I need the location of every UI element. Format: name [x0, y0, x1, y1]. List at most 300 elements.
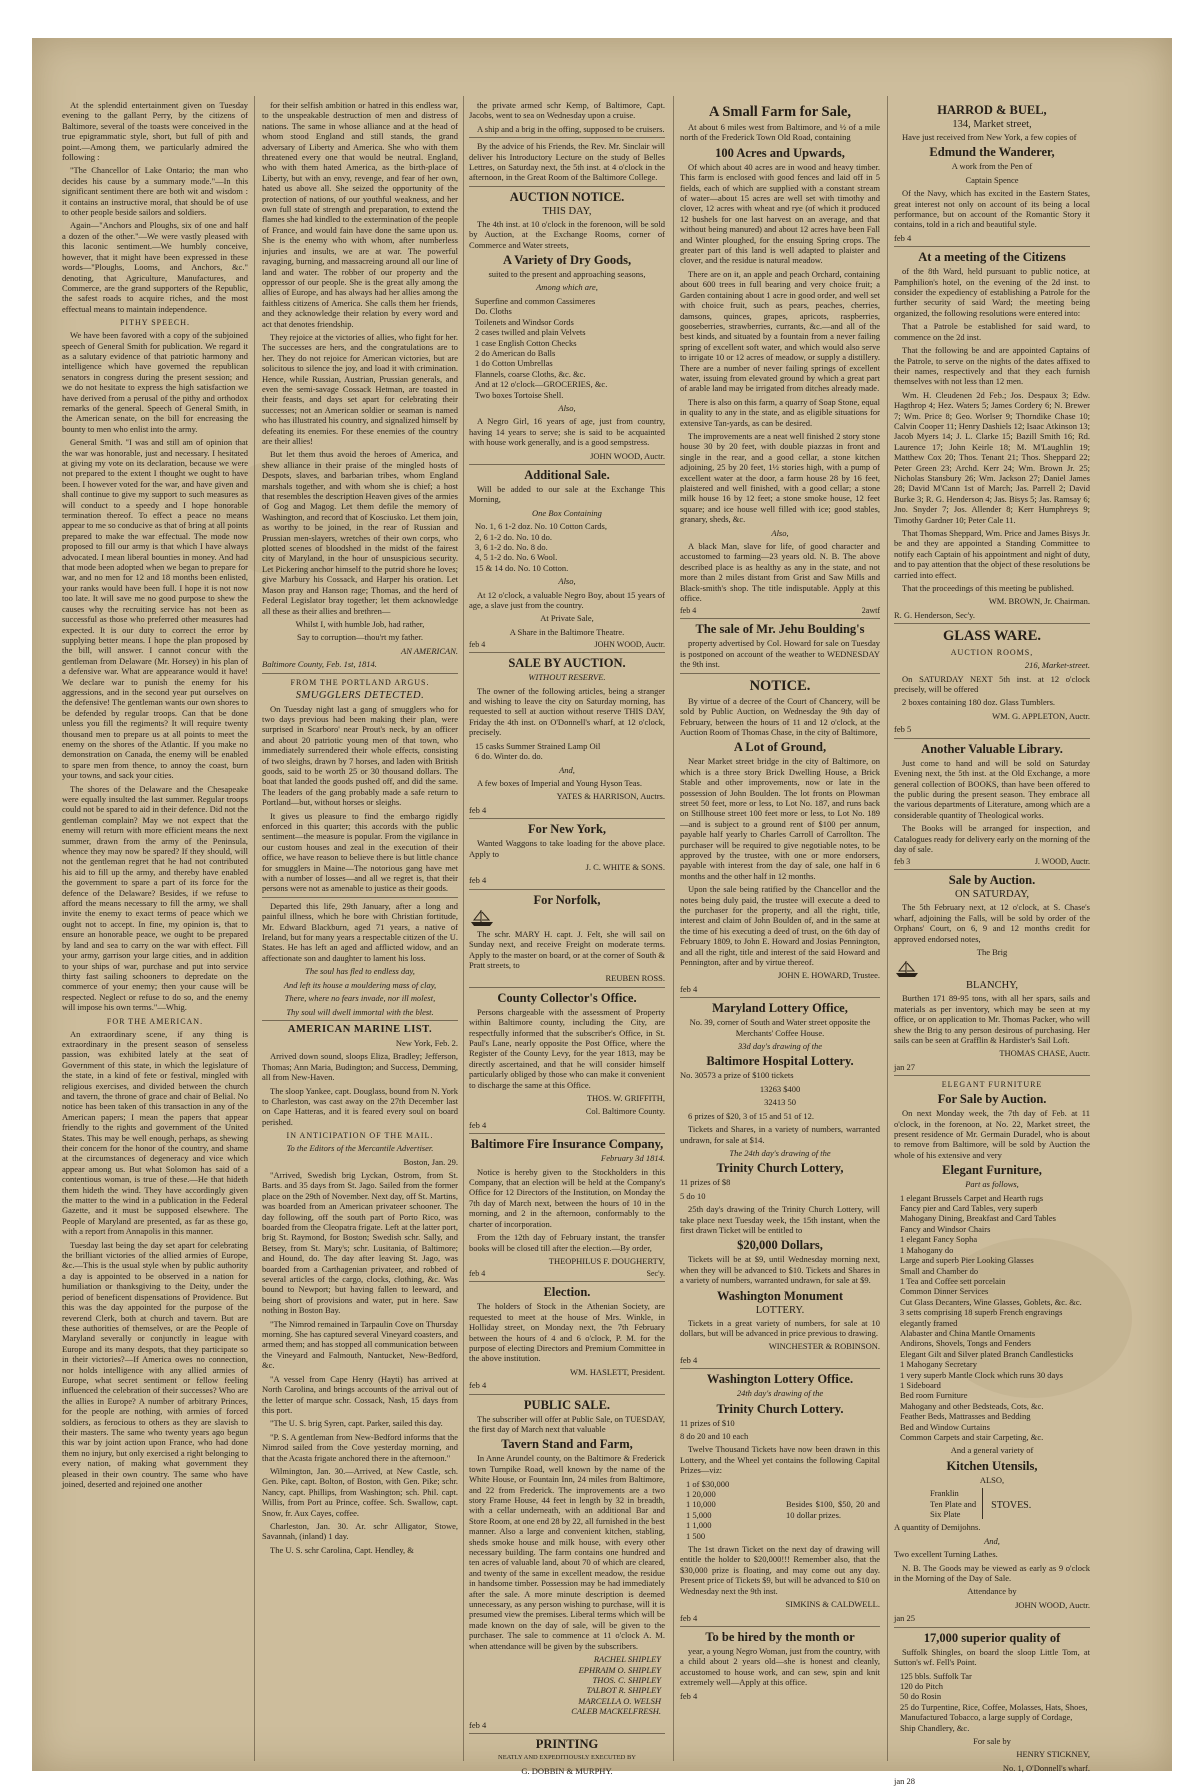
ad-signature: HENRY STICKNEY, [1016, 1749, 1090, 1760]
section-heading: PITHY SPEECH. [119, 318, 191, 328]
list-item: Feather Beds, Mattrasses and Bedding [900, 1411, 1031, 1422]
list-item: 15 & 14 do. No. 10 Cotton. [475, 562, 569, 573]
ad-body: Persons chargeable with the assessment of Property within Baltimore county, including the City, are respectfully informed that the subscriber's Office, in St. Paul's Lane, nearly opposite the Post Office, where the Register of the County Levy, for the year 1813, may be directly ascertained, and that he will consider himself particularly obliged by those who can make it convenient to discharge the same at this Office. [469, 1006, 665, 1090]
ad-body: The owner of the following articles, being a stranger and wishing to leave the city on Saturday morning, has requested to sell at auction without reserve THIS DAY, Friday the 4th inst. on O'Donnell's wharf, at 12 o'clock, precisely. [469, 685, 665, 738]
ad-signature: J. WOOD, Auctr. [1034, 857, 1090, 867]
ad-body: 2 boxes containing 180 doz. Glass Tumblers. [902, 697, 1055, 708]
signatories-list [469, 1654, 665, 1716]
article-paragraph: But let them thus avoid the heroes of America, and shew alliance in their praise of the mingled hosts of Despots, slaves, and barbarian tribes, whom England marshals together, and with whom she is chief; a host that resembles the description Heaven gives of the armies of Gog and Magog. Let them defile the memory of Washington, and record that of Kosciusko. Let them join, as worthy to be joined, in the rear of Russian and Prussian men-slayers, wretches of their own corps, who plotted scenes of bloodshed in the midst of the fairest city of Maryland, in the hour of unsuspicious security. Let Pickering anchor himself to the putrid shore he loves; give Marbury his Cossack, and Harper his oration. Let Mason pray and Hanson rage; Thomas, and the herd of Federal Legislator bray together; let them acknowledge all these as their allies and brethren— [262, 449, 458, 616]
american-article: An extraordinary scene, if any thing is extraordinary in the present season of senseless passion, was exhibited lately at the seat of Government of this state, in which the legislature of the state, in a kind of fete or festival, mingled with religious exercises, and divided between the church and tavern, the throne of grace and chair of Belial. No notice has been taken of this transaction in any of the American papers; I mean the papers that appear friendly to the rights and government of the United States. This may be well enough, perhaps, as shewing their concern for the honor of the country, and shame at the circumstances of degeneracy and vice which appear among us. But what Solomon has said of a contentious woman, is true of these.—He that hideth them hideth the wind. They have accordingly given the matter to the wind in a publication in the Federal Gazette, and it must be supposed elsewhere. The People of Maryland are presented, as far as these go, with a report from Annapolis in this manner. [62, 1028, 248, 1237]
divider [262, 673, 458, 674]
ad-signature: No. 1, O'Donnell's wharf. [1002, 1762, 1090, 1773]
ad-title: Election. [543, 1285, 591, 1300]
ad-body: of the 8th Ward, held pursuant to public notice, at Pamphilion's hotel, on the evening of the 2d inst. to consider the expediency of establishing a Patrole for the further security of said Ward; the meeting being organized, the following resolutions were entered into: [894, 266, 1090, 318]
list-item: Cut Glass Decanters, Wine Glasses, Goblets, &c. &c. [900, 1296, 1082, 1307]
ad-body: year, a young Negro Woman, just from the country, with a child about 2 years old—she is honest and cleanly, accustomed to house work, and can sew, spin and knit extremely well—Apply at this office. [680, 1645, 880, 1688]
divider [469, 889, 665, 890]
dateline: New York, Feb. 2. [395, 1037, 458, 1048]
obituary: Departed this life, 29th January, after a long and painful illness, which he bore with Christian fortitude, Mr. Edward Blackburn, aged 71 years, a native of Ireland, but for many years a respectable citizen of the U. States. He has left an aged and afflicted widow, and an affectionate son and daughter to lament his loss. [262, 900, 458, 963]
pithy-intro: We have been favored with a copy of the subjoined speech of General Smith for publication. We regard it as a salutary evidence of that patriotic harmony and intelligence which have governed the republican senators in congress during the present session; and we do not hesitate to express the high satisfaction we have derived from a perusal of the pithy and orthodox remarks of the general. Speech of General Smith, in the American senate, on the bill for encreasing the bounty to men who enlist into the army. [62, 330, 248, 434]
ad-body: A few boxes of Imperial and Young Hyson Teas. [477, 777, 642, 788]
toast-paragraph: "The Chancellor of Lake Ontario; the man who decides his cause by a summary mode."—In this significant sentiment there are both wit and wisdom : it contains an instructive moral, that should be of use to other people beside sailors and soldiers. [62, 165, 248, 218]
ad-title: For Sale by Auction. [937, 1092, 1047, 1107]
ad-body: The 24th day's drawing of the [729, 1147, 831, 1158]
ad-body: That the proceedings of this meeting be published. [902, 583, 1074, 594]
ad-title: Washington Monument [716, 1288, 844, 1303]
ad-date: feb 4 [469, 1119, 487, 1130]
ad-body: Part as follows, [965, 1179, 1019, 1190]
list-item: Alabaster and China Mantle Ornaments [900, 1327, 1036, 1338]
list-item: Flannels, coarse Cloths, &c. &c. [475, 368, 586, 379]
ad-signature: JOHN WOOD, Auctr. [594, 640, 665, 650]
ad-body: ALSO, [979, 1474, 1005, 1485]
ad-body: Two excellent Turning Lathes. [894, 1549, 998, 1560]
ad-heading: ELEGANT FURNITURE [941, 1080, 1043, 1090]
ad-title: Baltimore Hospital Lottery. [706, 1054, 854, 1069]
list-item: Superfine and common Cassimeres [475, 295, 596, 306]
ad-body: By virtue of a decree of the Court of Chancery, will be sold by Public Auction, on Wednesday the 9th day of February, between the hours of 11 and 12 o'clock, at the Auction Room of Thomas Chase, in the city of Baltimore, [680, 695, 880, 737]
list-item: 1 elegant Fancy Sopha [900, 1234, 978, 1245]
ad-body: Upon the sale being ratified by the Chancellor and the notes being duly paid, the trustee will execute a deed to the purchaser for the property, and all the right, title, interest and claim of John Boulden of, and in the same at the time of his executing a deed of trust, on the 6th day of February 1809, to John E. Howard and Josias Pennington, and all the right, title and interest of the said Howard and Pennington, after and by virtue thereof. [680, 884, 880, 968]
divider [894, 246, 1090, 247]
ad-body: 5 do 10 [680, 1190, 706, 1201]
ad-date: feb 4 [680, 1690, 698, 1701]
verse-line: Thy soul will dwell immortal with the blest. [286, 1006, 434, 1017]
ad-title: Trinity Church Lottery, [716, 1161, 844, 1176]
ad-title: PRINTING [535, 1736, 599, 1751]
ad-subtitle: BLANCHY, [965, 980, 1019, 992]
divider [680, 997, 880, 998]
signatory: RACHEL SHIPLEY [593, 1654, 661, 1665]
ad-signature: WM. G. APPLETON, Auctr. [992, 710, 1090, 721]
list-item: 1 Tea and Coffee sett porcelain [900, 1275, 1006, 1286]
list-item: Bed room Furniture [900, 1390, 968, 1401]
list-item: 1 do Cotton Umbrellas [475, 358, 553, 369]
ad-title: HARROD & BUEL, [937, 103, 1047, 117]
list-item: Common Dinner Services [900, 1286, 989, 1297]
ad-body: The Brig [976, 946, 1008, 957]
ad-tag: 2awtf [861, 606, 880, 616]
ad-date: feb 4 [469, 640, 486, 650]
prize-row: 1 1,000 [686, 1520, 712, 1531]
verse-line: Whilst I, with humble Job, had rather, [295, 618, 425, 629]
article-paragraph: A ship and a brig in the offing, supposed to be cruisers. [477, 123, 665, 134]
ad-body: 32413 50 [764, 1097, 796, 1108]
ad-signature: J. C. WHITE & SONS. [585, 861, 665, 872]
ad-body: Of which about 40 acres are in wood and heavy timber. This farm is enclosed with good fences and laid off in 5 fields, each of which are supplied with a constant stream of water—about 15 acres are well set with timothy and clover, 12 acres with wheat and rye (of which it produced 12 bushels for one last harvest on an average, and that without being manured) and about 12 acres have been Fall and Winter ploughed, for the ensuing Spring crops. The greater part of this land is well adapted to plaister and clover, and the residue is natural meadow. [680, 161, 880, 266]
ad-body: The improvements are a neat well finished 2 story stone house 30 by 20 feet, with double piazzas in front and single in the rear, and a good cellar, a stone kitchen adjoining, 25 by 20 feet, 1½ stories high, with a pump of excellent water at the door, a farm house 28 by 16 feet, plaistered and well finished, with a good cellar; a stone milk house 16 by 12 feet; a stone smoke house, 12 feet square; and ice house well filled with ice; good stables, granary, sheds, &c. [680, 430, 880, 525]
ad-body: And a general variety of [950, 1445, 1034, 1456]
headline: SMUGGLERS DETECTED. [295, 689, 425, 701]
list-item: No. 1, 6 1-2 doz. No. 10 Cotton Cards, [475, 521, 607, 532]
list-item: And at 12 o'clock—GROCERIES, &c. [475, 379, 608, 390]
divider [680, 618, 880, 619]
ad-title: 100 Acres and Upwards, [715, 145, 845, 160]
list-item: 1 elegant Brussels Carpet and Hearth rugs [900, 1192, 1044, 1203]
ad-body: Besides $100, $50, 20 and 10 dollar prizes. [786, 1499, 880, 1520]
ad-body: 24th day's drawing of the [736, 1388, 824, 1399]
ad-signature: WM. HASLETT, President. [570, 1366, 665, 1377]
ad-footer [469, 1269, 665, 1278]
list-item: 1 Mahogany do [900, 1244, 954, 1255]
ad-date: jan 25 [894, 1613, 916, 1624]
list-item: 1 Sideboard [900, 1379, 941, 1390]
source-line: FROM THE PORTLAND ARGUS. [290, 677, 430, 687]
ad-date: feb 4 [680, 983, 698, 994]
ad-body: Near Market street bridge in the city of Baltimore, on which is a three story Brick Dwelling House, a Brick Stable and other improvements, now or late in the possession of John Boulden. The lot fronts on Plowman street 50 feet, more or less, to Lot No. 187, and runs back on Stillhouse street 100 feet more or less, to Lot No. 189—and is subject to a ground rent of $100 per annum, payable half yearly to Charles Carroll of Carrollton. The purchaser will be required to give negotiable notes, to be approved by the trustee, with one or more endorsers, payable with interest from the day of sale, one half in 6 months and the other half in 12 months. [680, 756, 880, 881]
prize-table [680, 1479, 880, 1544]
ad-body: A quantity of Demijohns. [894, 1522, 981, 1533]
ad-title: GLASS WARE. [942, 628, 1042, 645]
column-1 [62, 100, 248, 1760]
signatory: CALEB MACKELFRESH. [571, 1706, 661, 1717]
ad-body: Tickets and Shares, in a variety of numbers, warranted undrawn, for sale at $14. [680, 1124, 880, 1145]
ad-title: Edmund the Wanderer, [929, 145, 1055, 160]
ad-body: Also, [558, 576, 576, 587]
newspaper-page [32, 38, 1172, 1787]
ad-title: Baltimore Fire Insurance Company, [470, 1137, 664, 1152]
ad-subtitle: ON SATURDAY, [954, 889, 1030, 901]
marine-item: Wilmington, Jan. 30.—Arrived, at New Castle, sch. Gen. Pike, capt. Bolton, of Boston, with Gen. Pike; schr. Nancy, capt. Phillips, from Washington; sch. Phil. capt. Willis, from Port au Prince, coffee. Sch. Swallow, capt. Snow, fr. Aux Cayes, coffee. [262, 1465, 458, 1518]
ad-body: The 4th inst. at 10 o'clock in the forenoon, will be sold by Auction, at the Exchange Rooms, corner of Commerce and Water streets, [469, 218, 665, 250]
ad-body: Of the Navy, which has excited in the Eastern States, great interest not only on account of its being a local performance, but on account of the Romantic Story it contains, told in a rich and beautiful style. [894, 188, 1090, 230]
list-item: 2 cases twilled and plain Velvets [475, 327, 586, 338]
prize-row: 1 20,000 [686, 1489, 716, 1500]
divider [469, 818, 665, 819]
ad-date: feb 4 [469, 875, 487, 886]
ad-body: And, [559, 764, 575, 775]
ad-title: SALE BY AUCTION. [508, 656, 626, 671]
ad-body: suited to the present and approaching seasons, [488, 269, 646, 280]
list-item: Ten Plate and [930, 1498, 977, 1509]
ad-date: feb 5 [894, 724, 912, 735]
list-item: Mahogany Dining, Breakfast and Card Tables [900, 1213, 1056, 1224]
signature: AN AMERICAN. [401, 645, 458, 656]
ad-body: 11 prizes of $10 [680, 1417, 735, 1428]
ad-title: A Lot of Ground, [733, 740, 827, 755]
divider [894, 1627, 1090, 1628]
ad-body: 13263 $400 [759, 1083, 801, 1094]
ad-subtitle: 134, Market street, [952, 119, 1032, 130]
ad-date: feb 4 [894, 232, 912, 243]
ad-signature: JOHN WOOD, Auctr. [590, 450, 665, 461]
divider [894, 869, 1090, 870]
verse-line: There, where no fears invade, nor ill molest, [284, 993, 436, 1004]
ad-body: Just come to hand and will be sold on Saturday Evening next, the 5th inst. at the Old Exchange, a more general collection of BOOKS, than have been offered to the public during the present season. They embrace all the various departments of Literature, among which are a considerable quantity of Theological works. [894, 757, 1090, 820]
list-item: 15 casks Summer Strained Lamp Oil [475, 740, 601, 751]
ad-signature: YATES & HARRISON, Auctrs. [556, 791, 665, 802]
ad-signature: WINCHESTER & ROBINSON. [768, 1341, 880, 1352]
ad-body: Among which are, [536, 282, 598, 293]
ad-body: Tickets will be at $9, until Wednesday morning next, when they will be advanced to $10. Tickets and Shares in a variety of numbers, warranted undrawn, for sale at $9. [680, 1254, 880, 1286]
divider [262, 1020, 458, 1021]
ad-body: Burthen 171 89-95 tons, with all her spars, sails and materials as per inventory, which may be seen at my office, or on application to Mr. Thomas Packer, who will shew the Brig to any person desirous of purchasing. Her sails can be seen at Grafflin & Hardister's Sail Loft. [894, 993, 1090, 1045]
ad-signature: WM. BROWN, Jr. Chairman. [988, 596, 1090, 607]
ad-subtitle: AUCTION ROOMS, [950, 648, 1034, 658]
ad-body: At Private Sale, [540, 613, 594, 624]
divider [469, 186, 665, 187]
ad-body: 11 prizes of $8 [680, 1177, 731, 1188]
ad-body: The holders of Stock in the Athenian Society, are requested to meet at the house of Mrs. Winkle, in Holliday street, on Monday next, the 7th February between the hours of 4 and 6 o'clock, P. M. for the purpose of electing Directors and Premium Committee in the above institution. [469, 1301, 665, 1364]
ad-signature: JOHN E. HOWARD, Trustee. [777, 970, 880, 981]
sale-list [469, 741, 665, 762]
ad-body: At about 6 miles west from Baltimore, and ½ of a mile north of the Frederick Town Old Road, containing [680, 122, 880, 143]
ad-footer [469, 640, 665, 649]
ad-body: On SATURDAY NEXT 5th inst. at 12 o'clock precisely, will be offered [894, 673, 1090, 695]
verse-line: Say to corruption—thou'rt my father. [297, 632, 423, 643]
divider [680, 673, 880, 674]
signatory: TALBOT R. SHIPLEY [586, 1685, 661, 1696]
list-item: Do. Cloths [475, 306, 512, 317]
marine-item: "The Nimrod remained in Tarpaulin Cove on Thursday morning. She has captured several Vineyard coasters, and armed them; and has stopped all communication between the Vineyard and Falmouth, Nantucket, New-Bedford, &c. [262, 1318, 458, 1371]
ad-body: Wanted Waggons to take loading for the above place. Apply to [469, 838, 665, 859]
ad-body: NEATLY AND EXPEDITIOUSLY EXECUTED BY [498, 1753, 636, 1761]
american-article: Tuesday last being the day set apart for celebrating the brilliant victories of the allied armies of Europe, &c.—This is the usual style when by public authority a day is appointed to be observed in a nation for humiliation or thanksgiving to the Deity, under the period of beneficent dispensations of Providence. But this was the day appointed for the purpose of the reverend Clerk, both at church and tavern. But are these authorities of themselves, or are the People of Maryland severally or conjunctly in league with Europe and its many despots, that they participate so in their victories?—If America owes no connection, nor holds intelligence with any allied armies of Europe, what secret sentiment or fellow feeling influenced the celebration of their successes? Who are the allies in Europe? A number of arbitrary Princes, for the people are nothing, with armies of forced soldiers, as ferocious to others as they are slavish to their masters. The same who twenty years ago begun this war by joint action upon France, who had done them no injury, but only exercised a right belonging to every nation, of making what government they pleased in their own country. The same who have joined, deserted and rejoined one another [62, 1239, 248, 1489]
ad-title: A Small Farm for Sale, [709, 104, 851, 120]
signatory: MARCELLA O. WELSH [578, 1695, 661, 1706]
divider [469, 1733, 665, 1734]
ad-subtitle: THIS DAY, [542, 205, 592, 217]
ad-signature: R. G. Henderson, Sec'y. [894, 609, 976, 620]
ad-body: 216, Market-street. [1024, 660, 1090, 671]
ad-body: That Thomas Sheppard, Wm. Price and James Bisys Jr. be and they are appointed a Standing Committee to notify each Captain of his appointment and night of duty, and to pay attention that the object of these resolutions be carried into effect. [894, 528, 1090, 580]
ad-body: Notice is hereby given to the Stockholders in this Company, that an election will be held at the Company's Office for 12 Directors of the Institution, on Monday the 7th day of March next, between the hours of 10 in the morning, and 2 in the afternoon, conformably to the charter of incorporation. [469, 1166, 665, 1229]
list-item: Fancy pier and Card Tables, very superb [900, 1203, 1038, 1214]
article-paragraph: It gives us pleasure to find the embargo rigidly enforced in this quarter; this accords with the public sentiment—the measure is popular. From the vigilance in our custom houses and zeal in the execution of their office, we have reason to believe there is but little chance for smugglers in Maine—The notorious gang have met with a number of losses—and all we regret is, that their persons were not as amenable to justice as their goods. [262, 810, 458, 894]
ad-date: feb 4 [680, 606, 697, 616]
ad-body: There is also on this farm, a quarry of Soap Stone, equal in quality to any in the state, and as eligible situations for extensive Tan-yards, as can be desired. [680, 396, 880, 428]
ad-body: The 5th February next, at 12 o'clock, at S. Chase's wharf, adjoining the Falls, will be sold by order of the Orphans' Court, on 6, 9 and 12 months credit for approved endorsed notes, [894, 902, 1090, 944]
ad-signature: THOS. W. GRIFFITH, [586, 1093, 665, 1104]
ad-date: feb 3 [894, 857, 911, 867]
ad-body: The Books will be arranged for inspection, and Catalogues ready for delivery early on the morning of the day of sale. [894, 823, 1090, 854]
list-item: 50 do Rosin [900, 1691, 942, 1702]
list-item: Two boxes Tortoise Shell. [475, 389, 564, 400]
lecture-notice: By the advice of his Friends, the Rev. Mr. Sinclair will deliver his Introductory Lecture on the study of Belles Lettres, on Saturday next, the 5th inst. at 4 o'clock in the afternoon, in the Great Room of the Baltimore College. [469, 141, 665, 183]
ad-date: feb 4 [469, 1269, 486, 1279]
ad-title: County Collector's Office. [497, 990, 637, 1005]
ad-body: Also, [558, 402, 576, 413]
list-item: Fancy and Windsor Chairs [900, 1223, 991, 1234]
ad-body: No. 30573 a prize of $100 tickets [680, 1070, 794, 1081]
smith-speech: General Smith. "I was and still am of opinion that the war was honorable, just and necessary. I hesitated at giving my vote on its declaration, because we were not prepared to the extent I thought we ought to have been. I however voted for the war, and have given and shall continue to give my support to such measures as will conduct to a speedy and I hope honorable termination thereof. To effect a peace no means appear to me so conducive as that of bring at all points prepared to make the war effectual. The mode now proposed to fill our army is that which I have always advocated. I mean liberal bounties in money. And had that mode been adopted when we began to prepare for war, and no men for 12 and 18 months been enlisted, your ranks would have been full. I hope it is not now too late. It will save me no good purpose to shew the causes why the recruiting service has not been as successful as those who preferred other measures had expected. It is our duty to correct the error by supplying better means. I hope the plan proposed by the bill, will answer. I cannot concur with the gentleman from Delaware (Mr. Horsey) in his plan of a defensive war. What are appearance would it have! We declare war to punish the enemy for his aggressions, and in the second year put ourselves on the defensive! The gentleman wants our own shores to be defended by regular troops. Can that be done unless you fill the regiments? It will require twenty thousand men to prepare us at all points to meet the enemy on the shores of the Atlantic. If you make no demonstration on Canada, the enemy will be enabled to spare men from thence, to annoy the coast, burn your towns, and sack your cities. [62, 437, 248, 781]
perry-article: At the splendid entertainment given on Tuesday evening to the gallant Perry, by the citizens of Baltimore, several of the toasts were conceived in the true epigrammatic style, short, but full of pith and point.—Among them, we particularly admired the following : [62, 100, 248, 163]
list-item: 2, 6 1-2 do. No. 10 do. [475, 531, 552, 542]
ad-title: Tavern Stand and Farm, [501, 1437, 633, 1452]
section-heading: FOR THE AMERICAN. [106, 1016, 204, 1026]
ad-title: A Variety of Dry Goods, [502, 253, 632, 268]
list-item: 1 very superb Mantle Clock which runs 30 days [900, 1369, 1063, 1380]
marine-item: Charleston, Jan. 30. Ar. schr Alligator, Stowe, Savannah, (inland) 1 day. [262, 1520, 458, 1542]
list-item: Mahogany and other Bedsteads, Cots, &c. [900, 1400, 1044, 1411]
prize-row: 1 500 [686, 1530, 706, 1541]
list-item: 3, 6 1-2 do. No. 8 do. [475, 542, 548, 552]
ad-body: 33d day's drawing of the [738, 1041, 822, 1052]
list-item: 6 do. Winter do. do. [475, 751, 543, 762]
ad-signature: THOMAS CHASE, Auctr. [999, 1048, 1090, 1059]
stoves-block [924, 1488, 1090, 1522]
signatory: EPHRAIM O. SHIPLEY [578, 1664, 661, 1675]
ad-date: feb 4 [469, 1719, 487, 1730]
dateline: Baltimore County, Feb. 1st, 1814. [262, 659, 377, 670]
ad-title: 17,000 superior quality of [923, 1630, 1061, 1645]
article-paragraph: On Tuesday night last a gang of smugglers who for two days previous had been making their plan, were surprised in Scarboro' near Prout's neck, by an officer and about 20 patriotic young men of that town, who immediately surrendered their whole effects, consisting of two sleighs, drawn by 7 horses, and laden with British goods, said to be worth 25 or 30 thousand dollars. The boat that landed the goods pushed off, and did the same. The leaders of the gang probably made a safe return to Portland—but, without horses or sleighs. [262, 703, 458, 808]
ad-signature: Col. Baltimore County. [585, 1106, 665, 1117]
ad-body: Captain Spence [965, 174, 1019, 185]
ad-date: feb 4 [469, 1380, 487, 1391]
ad-date: jan 28 [894, 1776, 916, 1787]
list-item: 1 Mahogany Secretary [900, 1359, 977, 1370]
ad-body: Will be added to our sale at the Exchange This Morning, [469, 483, 665, 505]
marine-item: The U. S. schr Carolina, Capt. Hendley, & [270, 1544, 414, 1555]
smith-speech: The shores of the Delaware and the Chesapeake were equally insulted the last summer. Regular troops could not be spared to aid in their defence. Did not the gentleman complain? May we not expect that the enemy will return with more efficient means the next summer, drawn from the army of the Peninsula, whence they may now be spared? If they should, will not the gentleman regret that he had not contributed his aid to fill up the army, and thereby have enabled the government to spare a part of its force for the defence of the Delaware? Besides, if we refuse to afford the means necessary to fill the army, we shall invite the enemy to exact terms of peace which we ought not to accept. In fine, my opinion is, that to ensure an honorable peace, we ought to be prepared by land and sea to carry on the war with effect. Fill your army, garrison your large cities, and in addition to your ships of war, purchase and put into service thirty fast sailing schooners to depredate on the commerce of your enemy; then your cause will be respected. Neglect or refuse to do so, and the enemy will impose his own terms."—Whig. [62, 783, 248, 1013]
ad-body: And, [984, 1535, 1000, 1546]
ad-date: feb 4 [680, 1354, 698, 1365]
ad-title: Another Valuable Library. [921, 741, 1063, 756]
ad-body: One Box Containing [532, 507, 602, 518]
divider [469, 987, 665, 988]
ad-title: Elegant Furniture, [942, 1163, 1042, 1178]
ad-subtitle: WITHOUT RESERVE. [528, 672, 606, 683]
headline: AMERICAN MARINE LIST. [287, 1023, 433, 1035]
ad-body: The 1st drawn Ticket on the next day of drawing will entitle the holder to $20,000!!! Remember also, that the $30,000 prize is floating, and may come out any day. Present price of Tickets $9, but will be advanced to $10 on Wednesday next the 9th inst. [680, 1544, 880, 1596]
list-item: 3 setts comprising 18 superb French engravings elegantly framed [900, 1307, 1063, 1328]
ad-title: $20,000 Dollars, [737, 1238, 823, 1253]
verse-line: The soul has fled to endless day, [305, 966, 415, 977]
divider [680, 1626, 880, 1627]
ad-title: PUBLIC SALE. [523, 1397, 611, 1412]
ad-body: That the following be and are appointed Captains of the Patrole, to serve on the nights of the dates affixed to their names, respectively and that they each furnish themselves with not less than 12 men. [894, 345, 1090, 387]
list-item: Six Plate [930, 1509, 961, 1520]
ad-body: Twelve Thousand Tickets have now been drawn in this Lottery, and the Wheel yet contains the following Capital Prizes—viz: [680, 1444, 880, 1476]
prize-row: 1 of $30,000 [686, 1478, 730, 1489]
list-item: Andirons, Shovels, Tongs and Fenders [900, 1338, 1031, 1349]
list-item: 120 do Pitch [900, 1680, 943, 1691]
ship-icon [894, 960, 920, 978]
ad-date: jan 27 [894, 1061, 916, 1072]
list-item: 2 do American do Balls [475, 347, 556, 358]
column-2 [262, 100, 458, 1760]
ad-title: Kitchen Utensils, [946, 1458, 1038, 1473]
goods-list [469, 296, 665, 400]
divider [680, 1368, 880, 1369]
marine-item: "P. S. A gentleman from New-Bedford informs that the Nimrod sailed from the Cove yesterday morning, and that the Acasta frigate anchored there in the afternoon." [262, 1431, 458, 1463]
ad-body: The subscriber will offer at Public Sale, on TUESDAY, the first day of March next that valuable [469, 1413, 665, 1434]
marine-item: "Arrived, Swedish brig Lyckan, Ostrom, from St. Barts. and 35 days from St. Jago. Sailed from the former place on the 29th of November. Next day, off St. Martins, was boarded from an American privateer schooner. The day following, off the south part of Porto Rico, was boarded from the Cleopatra frigate. Left at the latter port, brig St. Raymond, for Boston; Swedish schr. Sally, and Betsey, from St. Mary's; schr. Lusitania, of Baltimore; and Hound, do. The day after leaving St. Jago, was boarded from a Carthagenian privateer, and robbed of several articles of the cargo, clocks, clothing, &c. Was bound to Newport; but having fallen to leeward, and being short of provisions and water, put in here. Saw nothing in Boston Bay. [262, 1169, 458, 1316]
article-paragraph: the private armed schr Kemp, of Baltimore, Capt. Jacobs, went to sea on Wednesday upon a cruise. [469, 100, 665, 121]
divider [894, 738, 1090, 739]
list-item: 4, 5 1-2 do. No. 6 Wool. [475, 552, 558, 563]
list-item: Franklin [930, 1488, 959, 1499]
ad-body: 25th day's drawing of the Trinity Church Lottery, will take place next Tuesday week, the 15th instant, when the first drawn Ticket will be entitled to [680, 1204, 880, 1235]
article-paragraph: They rejoice at the victories of allies, who fight for her. The successes are hers, and the congratulations are to her. They do not rejoice for American victories, but are solicitous to silence the joy, and load it with crimination. Hence, while Russian, Austrian, Prussian generals, and even the semi-savage Cossack Hetman, are toasted in their feasts, and days set apart for celebrating their successes; not an American soldier or seaman is named who has illustrated his country, and signalized himself by defeating its enemies. For these enemies of the country are their allies! [262, 331, 458, 446]
ad-body: No. 39, corner of South and Water street opposite the Merchants' Coffee House. [689, 1017, 871, 1038]
ad-signature: G. DOBBIN & MURPHY. [521, 1766, 613, 1777]
list-item: Toilenets and Windsor Cords [475, 316, 574, 327]
ad-body: A black Man, slave for life, of good character and accustomed to farming—23 years old. N. B. The above described place is as healthy as any in the state, and not more than 2 miles distant from Grist and Saw Mills and Black-smith's shop. The title indisputable. Apply at this office. [680, 541, 880, 604]
ad-body: The schr. MARY H. capt. J. Felt, she will sail on Sunday next, and receive Freight on moderate terms. Apply to the master on board, or at the corner of South & Pratt streets, to [469, 928, 665, 970]
ad-body: Have just received from New York, a few copies of [902, 132, 1077, 142]
section-heading: IN ANTICIPATION OF THE MAIL. [286, 1131, 434, 1141]
stoves-list [924, 1488, 983, 1519]
ad-signature: REUBEN ROSS. [605, 973, 665, 984]
ad-signature: JOHN WOOD, Auctr. [1015, 1599, 1090, 1610]
article-paragraph: for their selfish ambition or hatred in this endless war, to the unspeakable destruction of men and distress of nations. The same in whose alliance and at the head of whom stood England and still stands, the grand adversary of Liberty and America. She who with them threatened every one that would be neutral. England, who with them hated America, as the birth-place of Liberty, but with an envy, revenge, and fear of her own, hated us above all. She seized the opportunity of the protection of nations, of our youthful weakness, and her own full state of strength and preparation, to extend the flames she had kindled to the extermination of the people of France, and would fain have done the same upon us. She is the enemy who with whom, after numberless injuries and insults, we are at war. The powerful ravaging, burning, and massacreing around all our line of land and water. The robber of our property and the oppressor of our people. She is the great ally among the allies of Europe, and has always had her allies among the faithless citizens of America. She calls them her friends, and they acknowledge their relation by every word and act that denotes friendship. [262, 100, 458, 329]
prize-list [680, 1479, 780, 1541]
column-4 [680, 100, 880, 1760]
shingle-list [894, 1671, 1090, 1733]
ad-body: N. B. The Goods may be viewed as early as 9 o'clock in the Morning of the Day of Sale. [894, 1562, 1090, 1584]
marine-item: The sloop Yankee, capt. Douglass, bound from N. York to Charleston, was cast away on the 27th December last on Cape Hatteras, and it is feared every soul on board perished. [262, 1085, 458, 1127]
prize-row: 1 5,000 [686, 1509, 712, 1520]
ad-body: Attendance by [967, 1586, 1017, 1597]
list-item: Bed and Window Curtains [900, 1421, 990, 1432]
ad-body: There are on it, an apple and peach Orchard, containing about 600 trees in full bearing and very choice fruit; a Garden containing about 1 acre in good order, and well set with choice fruit, such as pears, peaches, cherries, damsons, quinces, grapes, apricots, raspberries, gooseberries, strawberries, currants, &c.—and all of the best kinds, and situated by a fountain from a never failing spring of excellent soft water, and which would also serve to irrigate 10 or 12 acres of meadow, or supply a distillery. There are a number of never failing springs of excellent water, issuing from elevated ground by which a great part of arable land may be irrigated from ditches already made. [680, 268, 880, 394]
ad-body: Also, [771, 527, 789, 538]
toast-paragraph: Again—"Anchors and Ploughs, six of one and half a dozen of the other."—We were vastly pleased with this laconic sentiment.—We humbly conceive, however, that it might have been expressed in these words—"Ploughs, Looms, and Anchors, &c." denoting, that Agriculture, Manufactures, and Commerce, are the grand supporters of the Republic, the safest roads to acquire riches, and the most effectual means to maintain independence. [62, 220, 248, 314]
ad-body: property advertised by Col. Howard for sale on Tuesday is postponed on account of the weather to WEDNESDAY the 9th inst. [680, 638, 880, 670]
divider [469, 1133, 665, 1134]
ad-title: For New York, [527, 822, 607, 837]
ad-signature: THEOPHILUS F. DOUGHERTY, [548, 1255, 665, 1266]
ad-body: 8 do 20 and 10 each [680, 1431, 749, 1441]
divider [894, 1075, 1090, 1076]
ad-subtitle: LOTTERY. [755, 1304, 805, 1316]
divider [469, 1394, 665, 1395]
ad-date: feb 4 [469, 804, 487, 815]
ad-body: Suffolk Shingles, on board the sloop Little Tom, at Sutton's wf. Fell's Point. [894, 1646, 1090, 1668]
divider [469, 137, 665, 138]
divider [469, 1281, 665, 1282]
ad-body: For sale by [973, 1735, 1011, 1746]
column-3 [469, 100, 665, 1777]
ad-footer [680, 606, 880, 615]
ad-body: In Anne Arundel county, on the Baltimore & Frederick town Turnpike Road, well known by the name of the White House, or Fountain Inn, 24 miles from Baltimore, and 22 from Frederick. The improvements are a two story Frame House, 44 feet in length by 32 in breadth, with a cellar underneath, with an additional Bar and Store Room, at one end 28 by 22, all furnished in the best manner. Also a large and convenient kitchen, stabling, sheds smoke house and milk house, with every other necessary building. The farm contains one hundred and ten acres of valuable land, about 70 of which are cleared, and twenty of the same in excellent meadow, the residue in handsome timber. Possession may be had immediately after the sale. A more minute description is deemed unnecessary, as any person wishing to purchase, will it is presumed view the premises. Liberal terms which will be made known on the day of sale, will be given to the purchaser. The sale to commence at 11 o'clock A. M. when attendance will be given by the subscribers. [469, 1453, 665, 1651]
list-item: Large and superb Pier Looking Glasses [900, 1255, 1034, 1266]
ad-body: A Negro Girl, 16 years of age, just from country, having 14 years to serve; she is said to be acquainted with house work generally, and is a good sempstress. [469, 416, 665, 448]
list-item: 1 case English Cotton Checks [475, 337, 577, 348]
stoves-label: STOVES. [991, 1499, 1032, 1511]
list-item: 125 bbls. Suffolk Tar [900, 1670, 972, 1681]
subheading: To the Editors of the Mercantile Advertiser. [286, 1143, 434, 1154]
ad-body: A Share in the Baltimore Theatre. [509, 626, 625, 637]
divider [894, 623, 1090, 624]
ad-body: A work from the Pen of [951, 161, 1033, 172]
ad-title: For Norfolk, [533, 892, 601, 907]
verse-line: And left its house a mouldering mass of clay, [283, 979, 437, 990]
signatory: THOS. C. SHIPLEY [592, 1674, 661, 1685]
ship-icon [469, 909, 495, 927]
furniture-list [894, 1193, 1090, 1443]
list-item: Small and Chamber do [900, 1265, 979, 1276]
marine-item: "The U. S. brig Syren, capt. Parker, sailed this day. [270, 1418, 443, 1429]
dateline: Boston, Jan. 29. [403, 1156, 458, 1167]
ad-title: Additional Sale. [524, 467, 610, 482]
ad-date: feb 4 [680, 1612, 698, 1623]
list-item: 25 do Turpentine, Rice, Coffee, Molasses, Hats, Shoes, Manufactured Tobacco, a large supply of Cordage, Ship Chandlery, &c. [900, 1701, 1088, 1733]
marine-item: Arrived down sound, sloops Eliza, Bradley; Jefferson, Thomas; Ann Maria, Budington; and Success, Demming, all from New-Haven. [262, 1051, 458, 1083]
divider [469, 464, 665, 465]
prize-row: 1 10,000 [686, 1499, 716, 1510]
ad-body: 6 prizes of $20, 3 of 15 and 51 of 12. [688, 1110, 815, 1121]
ad-title: The sale of Mr. Jehu Boulding's [695, 622, 865, 637]
column-5 [894, 100, 1090, 1787]
ad-title: NOTICE. [749, 677, 811, 694]
ad-signature: Sec'y. [646, 1269, 665, 1279]
ad-footer [894, 857, 1090, 866]
divider [469, 652, 665, 653]
ad-title: At a meeting of the Citizens [918, 250, 1066, 265]
